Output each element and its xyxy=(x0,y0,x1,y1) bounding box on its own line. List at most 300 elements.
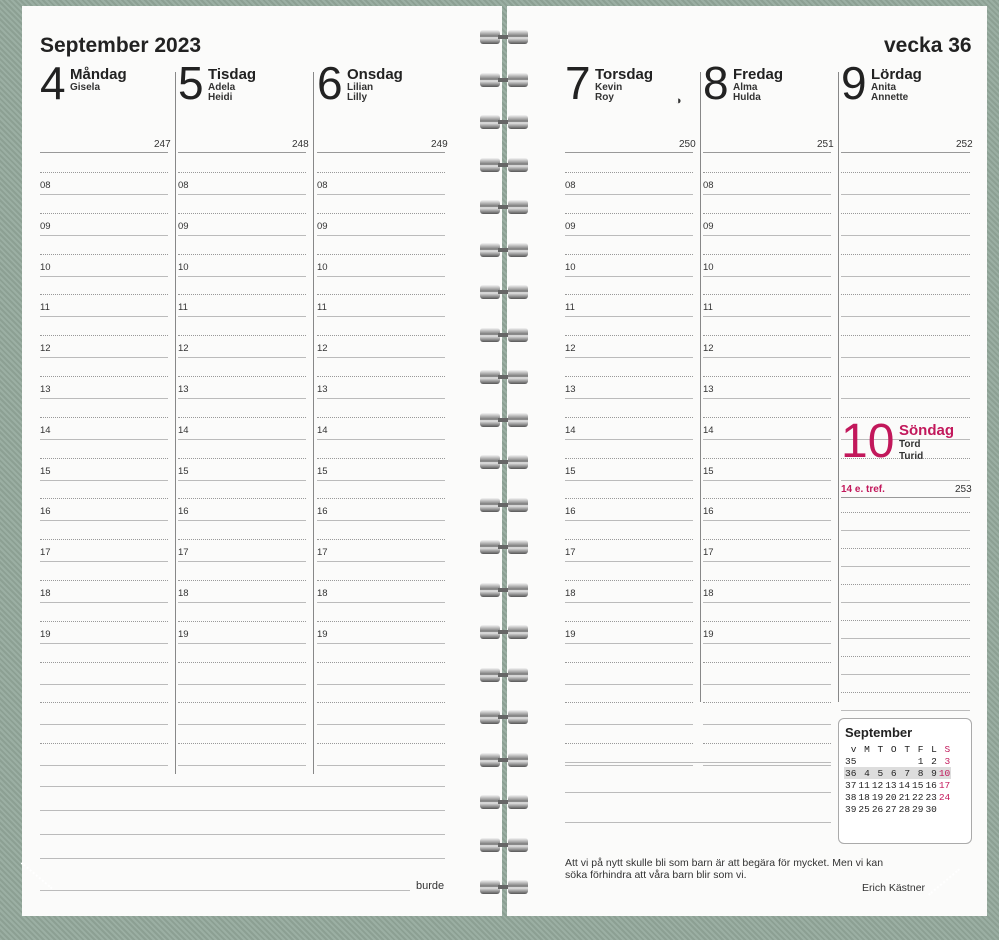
hour-line[interactable] xyxy=(841,276,970,277)
mini-calendar-cell: 26 xyxy=(871,803,884,815)
ring-right xyxy=(508,328,528,342)
hour-line[interactable] xyxy=(565,316,693,317)
hour-line[interactable] xyxy=(841,316,970,317)
day-divider-line xyxy=(703,152,831,153)
quarter-line xyxy=(565,702,693,703)
hour-line[interactable] xyxy=(703,602,831,603)
quarter-line xyxy=(703,539,831,540)
ring-left xyxy=(480,328,500,342)
ring-left xyxy=(480,370,500,384)
mini-calendar-cell xyxy=(898,755,911,767)
quarter-line xyxy=(565,580,693,581)
mini-calendar-cell: 19 xyxy=(871,791,884,803)
hour-line[interactable] xyxy=(40,520,168,521)
mini-calendar-cell: 27 xyxy=(885,803,897,815)
hour-line[interactable] xyxy=(317,316,445,317)
mini-calendar-cell: 20 xyxy=(885,791,897,803)
ring-left xyxy=(480,285,500,299)
nameday: Heidi xyxy=(208,92,233,103)
quarter-line xyxy=(565,621,693,622)
hour-line[interactable] xyxy=(40,561,168,562)
quarter-line xyxy=(565,376,693,377)
spiral-ring xyxy=(480,370,528,384)
hour-label: 13 xyxy=(317,384,328,395)
hour-line[interactable] xyxy=(841,566,970,567)
quarter-line xyxy=(703,621,831,622)
hour-line[interactable] xyxy=(703,194,831,195)
mini-calendar-cell: 38 xyxy=(845,791,857,803)
quarter-line xyxy=(703,172,831,173)
hour-label: 15 xyxy=(178,465,189,477)
mini-calendar-title: September xyxy=(845,725,913,740)
hour-line[interactable] xyxy=(565,276,693,277)
quarter-line xyxy=(841,548,970,549)
hour-line[interactable] xyxy=(703,765,831,766)
note-line[interactable] xyxy=(40,890,410,891)
quarter-line xyxy=(178,743,306,744)
mini-calendar-cell: 11 xyxy=(858,779,870,791)
day-name: Torsdag xyxy=(595,66,654,83)
hour-label: 14 xyxy=(565,424,576,436)
ring-left xyxy=(480,413,500,427)
quarter-line xyxy=(40,172,168,173)
quarter-line xyxy=(317,417,445,418)
quarter-line xyxy=(178,539,306,540)
mini-calendar-header-row xyxy=(844,743,951,755)
hour-line[interactable] xyxy=(841,357,970,358)
note-line[interactable] xyxy=(565,762,831,763)
hour-line[interactable] xyxy=(178,643,306,644)
hour-label: 16 xyxy=(317,506,328,518)
hour-line[interactable] xyxy=(40,316,168,317)
day-header xyxy=(40,57,175,109)
hour-label: 09 xyxy=(178,220,189,232)
nameday: Annette xyxy=(871,92,909,103)
quarter-line xyxy=(317,254,445,255)
hour-label: 17 xyxy=(178,547,189,559)
hour-label: 13 xyxy=(703,384,714,395)
ring-right xyxy=(508,370,528,384)
hour-line[interactable] xyxy=(841,398,970,399)
hour-line[interactable] xyxy=(703,480,831,481)
hour-line[interactable] xyxy=(178,561,306,562)
quarter-line xyxy=(841,512,970,513)
spiral-ring xyxy=(480,753,528,767)
hour-label: 18 xyxy=(178,588,189,599)
hour-line[interactable] xyxy=(841,710,970,711)
quarter-line xyxy=(841,692,970,693)
day-name: Tisdag xyxy=(208,66,257,83)
quarter-line xyxy=(40,458,168,459)
mini-calendar-cell: 37 xyxy=(845,779,857,791)
quarter-line xyxy=(841,254,970,255)
hour-line[interactable] xyxy=(40,765,168,766)
ring-right xyxy=(508,795,528,809)
hour-line[interactable] xyxy=(703,561,831,562)
nameday: Gisela xyxy=(70,82,101,93)
hour-line[interactable] xyxy=(317,520,445,521)
hour-line[interactable] xyxy=(178,520,306,521)
hour-label: 08 xyxy=(317,180,328,191)
hour-line[interactable] xyxy=(317,194,445,195)
hour-line[interactable] xyxy=(565,520,693,521)
hour-line[interactable] xyxy=(317,643,445,644)
day-header xyxy=(317,57,452,109)
hour-line[interactable] xyxy=(178,684,306,685)
ring-left xyxy=(480,498,500,512)
hour-line[interactable] xyxy=(565,643,693,644)
ring-left xyxy=(480,838,500,852)
hour-line[interactable] xyxy=(565,684,693,685)
hour-line[interactable] xyxy=(841,674,970,675)
hour-label: 17 xyxy=(317,547,328,559)
ring-right xyxy=(508,583,528,597)
day-name: Lördag xyxy=(871,66,922,83)
day-of-year: 252 xyxy=(956,139,973,150)
day-name: Fredag xyxy=(733,66,784,83)
spiral-ring xyxy=(480,158,528,172)
hour-label: 16 xyxy=(703,506,714,518)
quarter-line xyxy=(703,294,831,295)
hour-line[interactable] xyxy=(565,480,693,481)
quarter-line xyxy=(40,376,168,377)
hour-line[interactable] xyxy=(317,684,445,685)
hour-line[interactable] xyxy=(40,235,168,236)
hour-line[interactable] xyxy=(703,439,831,440)
hour-line[interactable] xyxy=(40,357,168,358)
hour-label: 10 xyxy=(317,261,328,273)
hour-line[interactable] xyxy=(40,724,168,725)
spiral-ring xyxy=(480,710,528,724)
hour-line[interactable] xyxy=(565,357,693,358)
ring-right xyxy=(508,753,528,767)
quote-text-line1: Att vi på nytt skulle bli som barn är att begära för mycket. Men vi kan xyxy=(565,857,884,869)
hour-line[interactable] xyxy=(565,398,693,399)
hour-line[interactable] xyxy=(703,235,831,236)
hour-label: 12 xyxy=(317,343,328,355)
quarter-line xyxy=(40,498,168,499)
note-line[interactable] xyxy=(40,786,445,787)
note-line[interactable] xyxy=(40,858,445,859)
sunday-number: 10 xyxy=(841,415,895,468)
ring-left xyxy=(480,710,500,724)
hour-label: 14 xyxy=(40,424,51,436)
quarter-line xyxy=(40,294,168,295)
mini-calendar-cell: 23 xyxy=(925,791,937,803)
quarter-line xyxy=(40,580,168,581)
day-name: Onsdag xyxy=(347,66,403,83)
quarter-line xyxy=(40,213,168,214)
hour-line[interactable] xyxy=(178,765,306,766)
quarter-line xyxy=(841,584,970,585)
hour-line[interactable] xyxy=(40,684,168,685)
mini-calendar-grid xyxy=(844,743,951,815)
hour-line[interactable] xyxy=(178,602,306,603)
spiral-binding xyxy=(476,0,532,940)
spiral-ring xyxy=(480,583,528,597)
hour-label: 16 xyxy=(40,506,51,518)
quarter-line xyxy=(703,376,831,377)
day-name: Måndag xyxy=(70,66,127,83)
hour-line[interactable] xyxy=(40,602,168,603)
hour-line[interactable] xyxy=(317,480,445,481)
mini-calendar-cell: 39 xyxy=(845,803,857,815)
nameday: Kevin xyxy=(595,82,623,93)
mini-calendar-cell: 28 xyxy=(898,803,911,815)
quarter-line xyxy=(178,621,306,622)
ring-right xyxy=(508,115,528,129)
mini-calendar-header-cell: M xyxy=(864,743,870,755)
hour-line[interactable] xyxy=(317,235,445,236)
ring-left xyxy=(480,625,500,639)
hour-line[interactable] xyxy=(841,194,970,195)
quarter-line xyxy=(841,172,970,173)
hour-label: 19 xyxy=(317,628,328,640)
hour-line[interactable] xyxy=(178,398,306,399)
day-of-year: 251 xyxy=(817,139,834,150)
hour-line[interactable] xyxy=(703,357,831,358)
quarter-line xyxy=(565,172,693,173)
hour-label: 08 xyxy=(178,180,189,191)
ring-right xyxy=(508,158,528,172)
hour-line[interactable] xyxy=(317,398,445,399)
hour-line[interactable] xyxy=(565,602,693,603)
mini-calendar-cell: 4 xyxy=(864,767,870,779)
left-page xyxy=(22,6,502,916)
hour-label: 19 xyxy=(565,628,576,640)
mini-calendar-cell: 2 xyxy=(931,755,937,767)
hour-line[interactable] xyxy=(703,276,831,277)
quarter-line xyxy=(178,458,306,459)
quarter-line xyxy=(178,335,306,336)
hour-line[interactable] xyxy=(703,316,831,317)
spiral-ring xyxy=(480,668,528,682)
column-separator xyxy=(700,72,701,702)
ring-left xyxy=(480,583,500,597)
hour-line[interactable] xyxy=(317,724,445,725)
hour-line[interactable] xyxy=(565,561,693,562)
hour-line[interactable] xyxy=(178,480,306,481)
hour-line[interactable] xyxy=(703,724,831,725)
spiral-ring xyxy=(480,455,528,469)
day-divider-line xyxy=(178,152,306,153)
hour-label: 18 xyxy=(703,588,714,599)
ring-right xyxy=(508,200,528,214)
quarter-line xyxy=(565,458,693,459)
mini-calendar-cell: 29 xyxy=(912,803,924,815)
mini-calendar-cell: 18 xyxy=(858,791,870,803)
mini-calendar-cell: 7 xyxy=(904,767,911,779)
hour-line[interactable] xyxy=(317,561,445,562)
hour-line[interactable] xyxy=(841,602,970,603)
nameday: Anita xyxy=(871,82,896,93)
ring-right xyxy=(508,498,528,512)
hour-line[interactable] xyxy=(178,724,306,725)
quarter-line xyxy=(178,172,306,173)
hour-line[interactable] xyxy=(841,480,970,481)
ring-right xyxy=(508,243,528,257)
mini-calendar-cell: 24 xyxy=(938,791,951,803)
note-line[interactable] xyxy=(40,834,445,835)
hour-label: 19 xyxy=(178,628,189,640)
hour-label: 19 xyxy=(703,628,714,640)
hour-label: 09 xyxy=(317,220,328,232)
hour-label: 10 xyxy=(178,261,189,273)
quarter-line xyxy=(178,580,306,581)
quarter-line xyxy=(40,621,168,622)
ring-right xyxy=(508,455,528,469)
day-of-year: 253 xyxy=(955,484,972,495)
hour-line[interactable] xyxy=(317,765,445,766)
quarter-line xyxy=(317,743,445,744)
hour-line[interactable] xyxy=(841,235,970,236)
hour-label: 15 xyxy=(40,465,51,477)
day-of-year: 248 xyxy=(292,139,309,150)
hour-label: 18 xyxy=(565,588,576,599)
hour-label: 11 xyxy=(40,302,50,314)
ring-right xyxy=(508,73,528,87)
nameday: Hulda xyxy=(733,92,761,103)
hour-label: 17 xyxy=(703,547,714,559)
hour-line[interactable] xyxy=(565,724,693,725)
day-divider-line xyxy=(841,152,970,153)
hour-line[interactable] xyxy=(40,398,168,399)
hour-label: 16 xyxy=(565,506,576,518)
ring-left xyxy=(480,200,500,214)
hour-line[interactable] xyxy=(565,765,693,766)
day-number: 7 xyxy=(565,57,591,109)
hour-line[interactable] xyxy=(703,398,831,399)
hour-label: 11 xyxy=(317,302,327,314)
quarter-line xyxy=(40,702,168,703)
hour-label: 09 xyxy=(565,220,576,232)
mini-calendar-cell xyxy=(938,803,951,815)
day-header xyxy=(178,57,313,109)
hour-line[interactable] xyxy=(178,316,306,317)
hour-line[interactable] xyxy=(178,357,306,358)
day-divider-line xyxy=(841,497,970,498)
hour-line[interactable] xyxy=(703,684,831,685)
quarter-line xyxy=(565,254,693,255)
hour-line[interactable] xyxy=(178,276,306,277)
quarter-line xyxy=(703,213,831,214)
hour-line[interactable] xyxy=(317,276,445,277)
quarter-line xyxy=(317,539,445,540)
note-line[interactable] xyxy=(565,822,831,823)
hour-line[interactable] xyxy=(841,638,970,639)
hour-label: 13 xyxy=(178,384,189,395)
hour-line[interactable] xyxy=(40,276,168,277)
ring-left xyxy=(480,795,500,809)
day-divider-line xyxy=(565,152,693,153)
quarter-line xyxy=(703,335,831,336)
hour-line[interactable] xyxy=(317,602,445,603)
hour-line[interactable] xyxy=(40,194,168,195)
hour-line[interactable] xyxy=(841,530,970,531)
hour-label: 11 xyxy=(703,302,713,314)
mini-calendar-cell: 8 xyxy=(917,767,924,779)
mini-calendar-header-cell: F xyxy=(917,743,924,755)
hour-label: 14 xyxy=(178,424,189,436)
quarter-line xyxy=(565,417,693,418)
ring-left xyxy=(480,455,500,469)
ring-right xyxy=(508,30,528,44)
ring-left xyxy=(480,73,500,87)
ring-left xyxy=(480,243,500,257)
hour-line[interactable] xyxy=(40,480,168,481)
hour-line[interactable] xyxy=(703,643,831,644)
spiral-ring xyxy=(480,838,528,852)
hour-label: 08 xyxy=(565,180,576,191)
hour-line[interactable] xyxy=(565,439,693,440)
quarter-line xyxy=(317,498,445,499)
mini-calendar-cell: 13 xyxy=(885,779,897,791)
quarter-line xyxy=(565,294,693,295)
hour-line[interactable] xyxy=(317,439,445,440)
hour-line[interactable] xyxy=(40,439,168,440)
spiral-ring xyxy=(480,328,528,342)
hour-line[interactable] xyxy=(317,357,445,358)
hour-line[interactable] xyxy=(40,643,168,644)
hour-label: 12 xyxy=(703,343,714,355)
mini-calendar-header-cell: S xyxy=(944,743,951,755)
spiral-ring xyxy=(480,498,528,512)
note-line[interactable] xyxy=(565,792,831,793)
quarter-line xyxy=(317,702,445,703)
day-number: 9 xyxy=(841,57,867,109)
hour-label: 15 xyxy=(317,465,328,477)
quarter-line xyxy=(178,702,306,703)
mini-calendar-cell: 5 xyxy=(877,767,884,779)
quarter-line xyxy=(178,294,306,295)
mini-calendar-cell: 1 xyxy=(917,755,924,767)
hour-label: 10 xyxy=(565,261,576,273)
quarter-line xyxy=(703,580,831,581)
hour-label: 14 xyxy=(703,424,714,436)
nameday: Adela xyxy=(208,82,236,93)
hour-label: 13 xyxy=(565,384,576,395)
spiral-ring xyxy=(480,73,528,87)
quarter-line xyxy=(317,376,445,377)
hour-line[interactable] xyxy=(178,194,306,195)
spiral-ring xyxy=(480,200,528,214)
day-number: 5 xyxy=(178,57,204,109)
hour-line[interactable] xyxy=(178,439,306,440)
nameday: Turid xyxy=(899,451,924,462)
hour-line[interactable] xyxy=(703,520,831,521)
nameday: Lilian xyxy=(347,82,374,93)
column-separator xyxy=(175,72,176,774)
week-number: vecka 36 xyxy=(884,34,972,57)
ring-right xyxy=(508,540,528,554)
ring-left xyxy=(480,30,500,44)
day-number: 4 xyxy=(40,57,66,109)
brand-logo: burde xyxy=(416,880,445,892)
mini-calendar-cell: 10 xyxy=(938,767,951,779)
month-year-title: September 2023 xyxy=(40,34,202,57)
quarter-line xyxy=(841,376,970,377)
hour-line[interactable] xyxy=(565,235,693,236)
hour-line[interactable] xyxy=(565,194,693,195)
sunday-note: 14 e. tref. xyxy=(841,484,885,495)
quarter-line xyxy=(703,662,831,663)
day-of-year: 250 xyxy=(679,139,696,150)
mini-calendar-header-cell: T xyxy=(877,743,884,755)
quarter-line xyxy=(317,172,445,173)
spiral-ring xyxy=(480,243,528,257)
note-line[interactable] xyxy=(40,810,445,811)
hour-line[interactable] xyxy=(178,235,306,236)
